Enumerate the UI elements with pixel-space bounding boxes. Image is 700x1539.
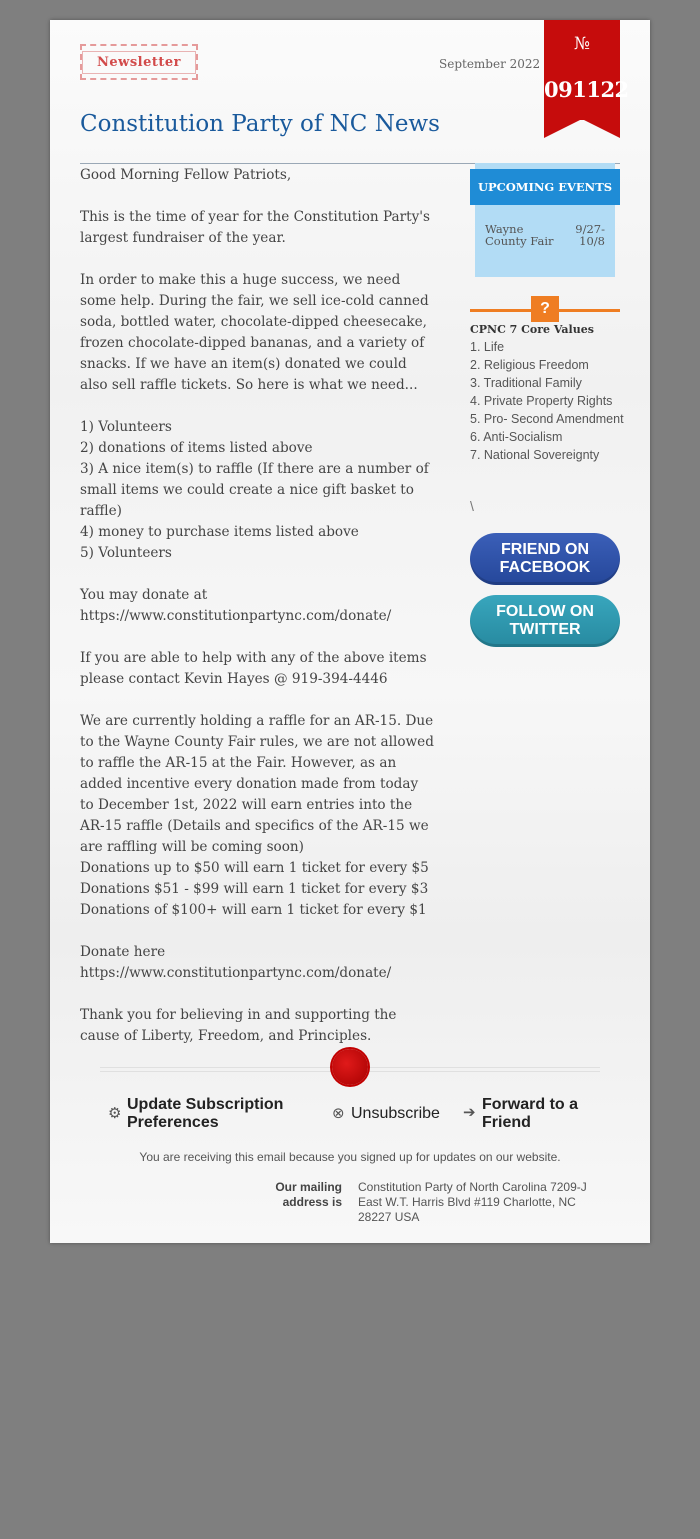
twitter-button-label: FOLLOW ON TWITTER	[496, 603, 594, 638]
donate-link-paragraph[interactable]: Donate here https://www.constitutionpartync.com/donate/	[80, 944, 392, 981]
issue-number: 091122	[544, 77, 629, 102]
donate-paragraph[interactable]: You may donate at https://www.constitutionpartync.com/donate/	[80, 587, 392, 624]
main-content	[80, 165, 435, 1068]
thank-you-paragraph: Thank you for believing in and supporting the cause of Liberty, Freedom, and Principles.	[80, 1007, 397, 1044]
greeting: Good Morning Fellow Patriots,	[80, 167, 292, 183]
list-item: 4. Private Property Rights	[470, 394, 613, 408]
contact-paragraph: If you are able to help with any of the above items please contact Kevin Hayes @ 919-394-4446	[80, 650, 427, 687]
facebook-button-label: FRIEND ON FACEBOOK	[499, 541, 591, 576]
intro-paragraph: This is the time of year for the Constitution Party's largest fundraiser of the year.	[80, 209, 430, 246]
issue-date: September 2022	[439, 57, 541, 71]
list-item: 2. Religious Freedom	[470, 358, 589, 372]
donation-tier: Donations $51 - $99 will earn 1 ticket for every $3	[80, 881, 429, 897]
list-item: 2) donations of items listed above	[80, 440, 313, 456]
list-item: 5. Pro- Second Amendment	[470, 412, 624, 426]
list-item: 5) Volunteers	[80, 545, 172, 561]
list-item: 3) A nice item(s) to raffle (If there are a number of small items we could create a nice gift basket to raffle)	[80, 461, 429, 519]
donation-tier: Donations up to $50 will earn 1 ticket for every $5	[80, 860, 429, 876]
core-values	[470, 323, 625, 464]
newsletter-stamp-label: Newsletter	[82, 51, 196, 74]
seal-icon	[332, 1049, 368, 1085]
list-item: 4) money to purchase items listed above	[80, 524, 359, 540]
issue-number-symbol: №	[573, 34, 591, 54]
event-date: 9/27-10/8	[575, 222, 605, 248]
stray-character: \	[470, 498, 474, 514]
upcoming-events-box	[475, 163, 615, 277]
newsletter-stamp	[80, 44, 198, 80]
list-item: 6. Anti-Socialism	[470, 430, 563, 444]
list-item: 1. Life	[470, 340, 505, 354]
raffle-paragraph: We are currently holding a raffle for an AR-15. Due to the Wayne County Fair rules, we are not allowed to raffle the AR-15 at the Fair. However, as an added incentive every donation made from today to December 1st, 2022 will earn entries into the AR-15 raffle (Details and specifics of the AR-15 we are raffling will be coming soon)	[80, 713, 434, 855]
donation-tier: Donations of $100+ will earn 1 ticket for every $1	[80, 902, 427, 918]
list-item: 7. National Sovereignty	[470, 448, 600, 462]
newsletter-sheet	[50, 20, 650, 1243]
list-item: 1) Volunteers	[80, 419, 172, 435]
help-request-paragraph: In order to make this a huge success, we need some help. During the fair, we sell ice-cold canned soda, bottled water, chocolate-dipped cheesecake, frozen chocolate-dipped bananas, and a variety of snacks. If we have an item(s) donated we could also sell raffle tickets. So here is what we need...	[80, 272, 429, 393]
list-item: 3. Traditional Family	[470, 376, 582, 390]
update-preferences-link[interactable]: Update Subscription Preferences	[127, 1096, 284, 1131]
core-values-title: CPNC 7 Core Values	[470, 323, 594, 336]
mailing-address-label: Our mailing address is	[275, 1180, 342, 1209]
twitter-button[interactable]	[470, 595, 620, 647]
question-icon: ?	[531, 296, 559, 322]
upcoming-events-header: UPCOMING EVENTS	[470, 169, 620, 205]
facebook-button[interactable]	[470, 533, 620, 585]
gear-icon[interactable]: ⚙	[108, 1104, 122, 1122]
arrow-right-icon[interactable]: ➔	[463, 1103, 476, 1121]
forward-friend-link[interactable]: Forward to a Friend	[482, 1096, 579, 1131]
ribbon-notch	[544, 119, 620, 138]
page-title: Constitution Party of NC News	[80, 111, 440, 137]
issue-ribbon	[544, 20, 629, 138]
needs-list	[80, 417, 435, 564]
event-name: Wayne County Fair	[485, 222, 554, 248]
unsubscribe-link[interactable]: Unsubscribe	[351, 1105, 440, 1122]
receiving-notice: You are receiving this email because you signed up for updates on our website.	[139, 1150, 561, 1164]
close-circle-icon[interactable]: ⊗	[332, 1104, 345, 1122]
mailing-address: Constitution Party of North Carolina 7209-J East W.T. Harris Blvd #119 Charlotte, NC 28227 USA	[358, 1180, 587, 1224]
raffle-section	[80, 711, 435, 921]
